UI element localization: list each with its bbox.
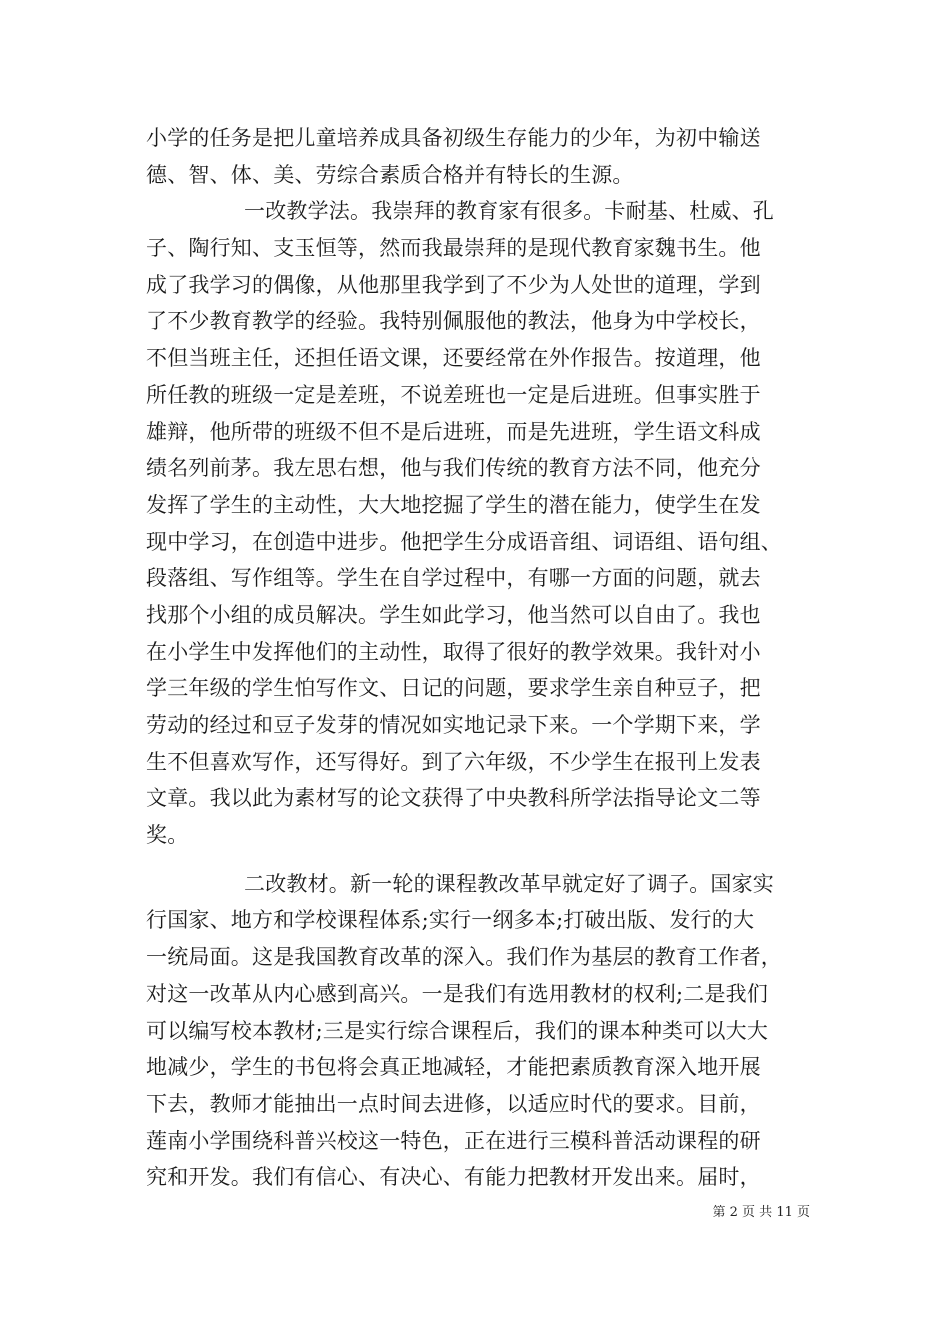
text-line: 成了我学习的偶像，从他那里我学到了不少为人处世的道理，学到 <box>146 272 761 297</box>
text-line: 段落组、写作组等。学生在自学过程中，有哪一方面的问题，就去 <box>146 566 761 591</box>
text-line: 德、智、体、美、劳综合素质合格并有特长的生源。 <box>146 162 634 187</box>
text-line: 不但当班主任，还担任语文课，还要经常在外作报告。按道理，他 <box>146 346 761 371</box>
text-line: 雄辩，他所带的班级不但不是后进班，而是先进班，学生语文科成 <box>146 419 761 444</box>
text-line: 下去，教师才能抽出一点时间去进修，以适应时代的要求。目前， <box>146 1091 761 1116</box>
text-line: 劳动的经过和豆子发芽的情况如实地记录下来。一个学期下来，学 <box>146 713 761 737</box>
text-line: 子、陶行知、支玉恒等，然而我最崇拜的是现代教育家魏书生。他 <box>146 236 761 261</box>
text-line: 行国家、地方和学校课程体系;实行一纲多本;打破出版、发行的大 <box>146 908 755 933</box>
text-line: 学三年级的学生怕写作文、日记的问题，要求学生亲自种豆子，把 <box>146 676 761 701</box>
text-line: 对这一改革从内心感到高兴。一是我们有选用教材的权利;二是我们 <box>146 981 769 1006</box>
text-line: 莲南小学围绕科普兴校这一特色，正在进行三模科普活动课程的研 <box>146 1128 761 1153</box>
text-line: 在小学生中发挥他们的主动性，取得了很好的教学效果。我针对小 <box>146 639 761 664</box>
text-line: 发挥了学生的主动性，大大地挖掘了学生的潜在能力，使学生在发 <box>146 492 761 517</box>
text-line: 一统局面。这是我国教育改革的深入。我们作为基层的教育工作者， <box>146 945 782 970</box>
text-line: 生不但喜欢写作，还写得好。到了六年级，不少学生在报刊上发表 <box>146 749 761 774</box>
text-line: 可以编写校本教材;三是实行综合课程后，我们的课本种类可以大大 <box>146 1018 769 1043</box>
text-line: 究和开发。我们有信心、有决心、有能力把教材开发出来。届时， <box>146 1165 761 1190</box>
text-line: 现中学习，在创造中进步。他把学生分成语音组、词语组、语句组、 <box>146 529 782 554</box>
text-line: 小学的任务是把儿童培养成具备初级生存能力的少年，为初中输送 <box>146 126 761 150</box>
paragraph-gap <box>146 854 811 866</box>
body-text <box>146 120 811 1196</box>
text-line: 找那个小组的成员解决。学生如此学习，他当然可以自由了。我也 <box>146 602 761 627</box>
text-line: 地减少，学生的书包将会真正地减轻，才能把素质教育深入地开展 <box>146 1055 761 1080</box>
paragraph-start-line: 二改教材。新一轮的课程教改革早就定好了调子。国家实 <box>244 871 774 896</box>
text-line: 了不少教育教学的经验。我特别佩服他的教法，他身为中学校长， <box>146 309 761 334</box>
text-line: 奖。 <box>146 823 189 848</box>
paragraph-start-line: 一改教学法。我崇拜的教育家有很多。卡耐基、杜威、孔 <box>244 199 774 224</box>
text-line: 所任教的班级一定是差班，不说差班也一定是后进班。但事实胜于 <box>146 382 761 407</box>
text-line: 绩名列前茅。我左思右想，他与我们传统的教育方法不同，他充分 <box>146 456 761 481</box>
page-number: 第 2 页 共 11 页 <box>712 1205 810 1220</box>
text-line: 文章。我以此为素材写的论文获得了中央教科所学法指导论文二等 <box>146 786 761 811</box>
